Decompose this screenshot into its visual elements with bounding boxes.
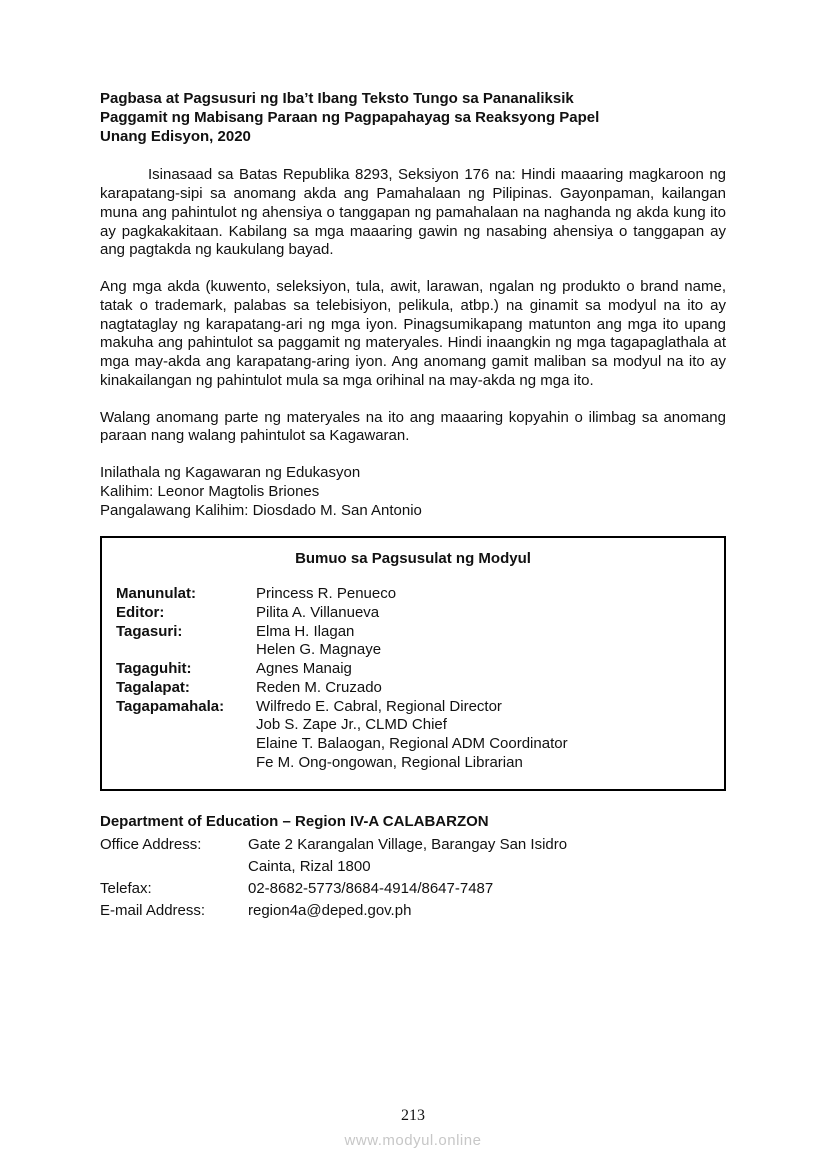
page-number: 213	[401, 1107, 425, 1125]
credits-row-tagasuri	[116, 623, 710, 661]
credits-label: Tagapamahala:	[116, 697, 225, 715]
credits-label: Editor:	[116, 603, 165, 621]
credits-row-tagapamahala	[116, 698, 710, 773]
module-subtitle-line: Paggamit ng Mabisang Paraan ng Pagpapahayag sa Reaksyong Papel	[100, 108, 600, 126]
credits-label: Tagaguhit:	[116, 660, 192, 677]
credits-value: Job S. Zape Jr., CLMD Chief	[256, 716, 447, 734]
department-heading: Department of Education – Region IV-A CALABARZON	[100, 812, 489, 830]
credits-value: Fe M. Ong-ongowan, Regional Librarian	[256, 753, 523, 771]
copyright-paragraph-1: Isinasaad sa Batas Republika 8293, Seksiyon 176 na: Hindi maaaring magkaroon ng karapatang-sipi sa anomang akda ang Pamahalaan ng Pilipinas. Gayonpaman, kailangan muna ang pahintulot ng ahensiya o tanggapan ng pamahalaan na naghanda ng akda kung ito ay pagkakakitaan. Kabilang sa mga maaaring gawin ng nasabing ahensiya o tanggapan ay ang pagtakda ng kaukulang bayad.	[100, 166, 726, 259]
credits-row-tagaguhit	[116, 660, 710, 679]
copyright-paragraph-3: Walang anomang parte ng materyales na ito ang maaaring kopyahin o ilimbag sa anomang paraan nang walang pahintulot sa Kagawaran.	[100, 408, 726, 445]
contact-value: 02-8682-5773/8684-4914/8647-7487	[248, 879, 494, 897]
publisher-block	[100, 464, 726, 520]
credits-value: Agnes Manaig	[256, 660, 352, 677]
contact-label: Telefax:	[100, 879, 152, 897]
contact-value: Cainta, Rizal 1800	[248, 858, 371, 875]
credits-box	[100, 536, 726, 790]
module-title-line: Pagbasa at Pagsusuri ng Iba’t Ibang Teksto Tungo sa Pananaliksik	[100, 90, 574, 107]
copyright-paragraph-2: Ang mga akda (kuwento, seleksiyon, tula, awit, larawan, ngalan ng produkto o brand name, tatak o trademark, palabas sa telebisiyon, pelikula, atbp.) na ginamit sa modyul na ito ay nagtataglay ng karapatang-ari ng mga iyon. Pinagsumikapang matunton ang mga ito upang makuha ang pahintulot sa paggamit ng materyales. Hindi inaangkin ng mga tagapaglathala at mga may-akda ang karapatang-aring iyon. Ang anomang gamit maliban sa modyul na ito ay kinakailangan ng pahintulot mula sa mga orihinal na may-akda ng mga ito.	[100, 278, 726, 389]
credits-row-tagalapat	[116, 679, 710, 698]
credits-label: Tagasuri:	[116, 622, 183, 640]
credits-value: Princess R. Penueco	[256, 585, 397, 602]
publisher-line: Inilathala ng Kagawaran ng Edukasyon	[100, 464, 361, 481]
module-edition-line: Unang Edisyon, 2020	[100, 127, 251, 145]
credits-value: Reden M. Cruzado	[256, 678, 382, 696]
credits-value: Elma H. Ilagan	[256, 622, 355, 640]
undersecretary-line: Pangalawang Kalihim: Diosdado M. San Antonio	[100, 501, 422, 519]
module-title-block	[100, 90, 726, 146]
credits-value: Pilita A. Villanueva	[256, 603, 380, 621]
page-footer	[0, 1106, 826, 1151]
department-contact-block	[100, 811, 726, 922]
contact-row-telefax	[100, 878, 726, 900]
credits-value: Elaine T. Balaogan, Regional ADM Coordinator	[256, 735, 568, 752]
contact-value: region4a@deped.gov.ph	[248, 901, 412, 919]
credits-value: Helen G. Magnaye	[256, 641, 382, 659]
watermark-text: www.modyul.online	[344, 1132, 482, 1150]
credits-value: Wilfredo E. Cabral, Regional Director	[256, 697, 502, 715]
credits-row-manunulat	[116, 585, 710, 604]
secretary-line: Kalihim: Leonor Magtolis Briones	[100, 482, 320, 500]
credits-box-title: Bumuo sa Pagsusulat ng Modyul	[295, 550, 531, 568]
contact-row-email	[100, 900, 726, 922]
contact-label: Office Address:	[100, 836, 202, 854]
contact-label: E-mail Address:	[100, 901, 206, 919]
credits-row-editor	[116, 604, 710, 623]
contact-value: Gate 2 Karangalan Village, Barangay San Isidro	[248, 836, 568, 854]
credits-label: Manunulat:	[116, 585, 196, 602]
credits-label: Tagalapat:	[116, 678, 190, 696]
contact-row-office-address	[100, 834, 726, 878]
